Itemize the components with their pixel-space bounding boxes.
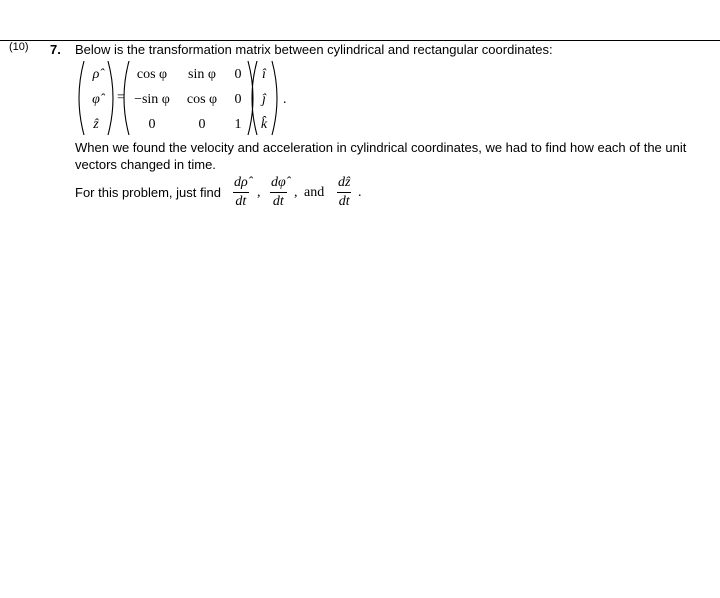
- matrix-cell: 0: [148, 117, 156, 132]
- top-rule: [0, 40, 720, 41]
- z-hat: ẑ: [93, 117, 99, 132]
- points-label: (10): [9, 41, 29, 53]
- fraction-numerator: dẑ: [338, 175, 351, 190]
- fraction-numerator: dφ̂: [271, 175, 286, 190]
- derivative-z-fraction: [337, 175, 351, 210]
- find-text: For this problem, just find: [75, 185, 221, 200]
- separator-comma: ,: [294, 185, 298, 200]
- transformation-equation: [72, 58, 302, 138]
- fraction-bar: [270, 192, 287, 193]
- derivative-phi-fraction: [270, 175, 287, 210]
- k-hat: k̂: [260, 117, 268, 132]
- phi-hat: φ̂: [92, 92, 100, 107]
- left-vector-close-paren: [108, 61, 113, 135]
- fraction-denominator: dt: [272, 194, 284, 209]
- matrix-cell: sin φ: [188, 67, 216, 82]
- fraction-denominator: dt: [338, 194, 350, 209]
- right-vector-close-paren: [272, 61, 277, 135]
- question-intro: Below is the transformation matrix between cylindrical and rectangular coordinates:: [75, 42, 553, 57]
- explanation-paragraph: When we found the velocity and acceleration in cylindrical coordinates, we had to find how each of the unit vectors changed in time.: [75, 140, 687, 172]
- question-number: 7.: [50, 42, 61, 57]
- separator-period: .: [358, 185, 362, 200]
- fraction-denominator: dt: [235, 194, 247, 209]
- fraction-bar: [233, 192, 249, 193]
- fraction-numerator: dρ̂: [234, 175, 248, 190]
- left-vector-open-paren: [79, 61, 84, 135]
- matrix-cell: 0: [198, 117, 206, 132]
- matrix-cell: 1: [234, 117, 242, 132]
- derivative-rho-fraction: [233, 175, 249, 210]
- rho-hat: ρ̂: [92, 67, 100, 82]
- find-derivatives-line: [75, 175, 395, 217]
- matrix-cell: 0: [234, 92, 242, 107]
- j-hat: ĵ: [262, 92, 266, 107]
- matrix-cell: 0: [234, 67, 242, 82]
- matrix-cell: cos φ: [186, 92, 218, 107]
- equals-sign: =: [117, 90, 125, 105]
- separator-comma: ,: [257, 185, 261, 200]
- separator-and: and: [304, 185, 325, 200]
- matrix-cell: −sin φ: [134, 92, 170, 107]
- matrix-cell: cos φ: [136, 67, 168, 82]
- fraction-bar: [337, 192, 351, 193]
- equation-period: .: [283, 92, 287, 107]
- i-hat: î: [262, 67, 266, 82]
